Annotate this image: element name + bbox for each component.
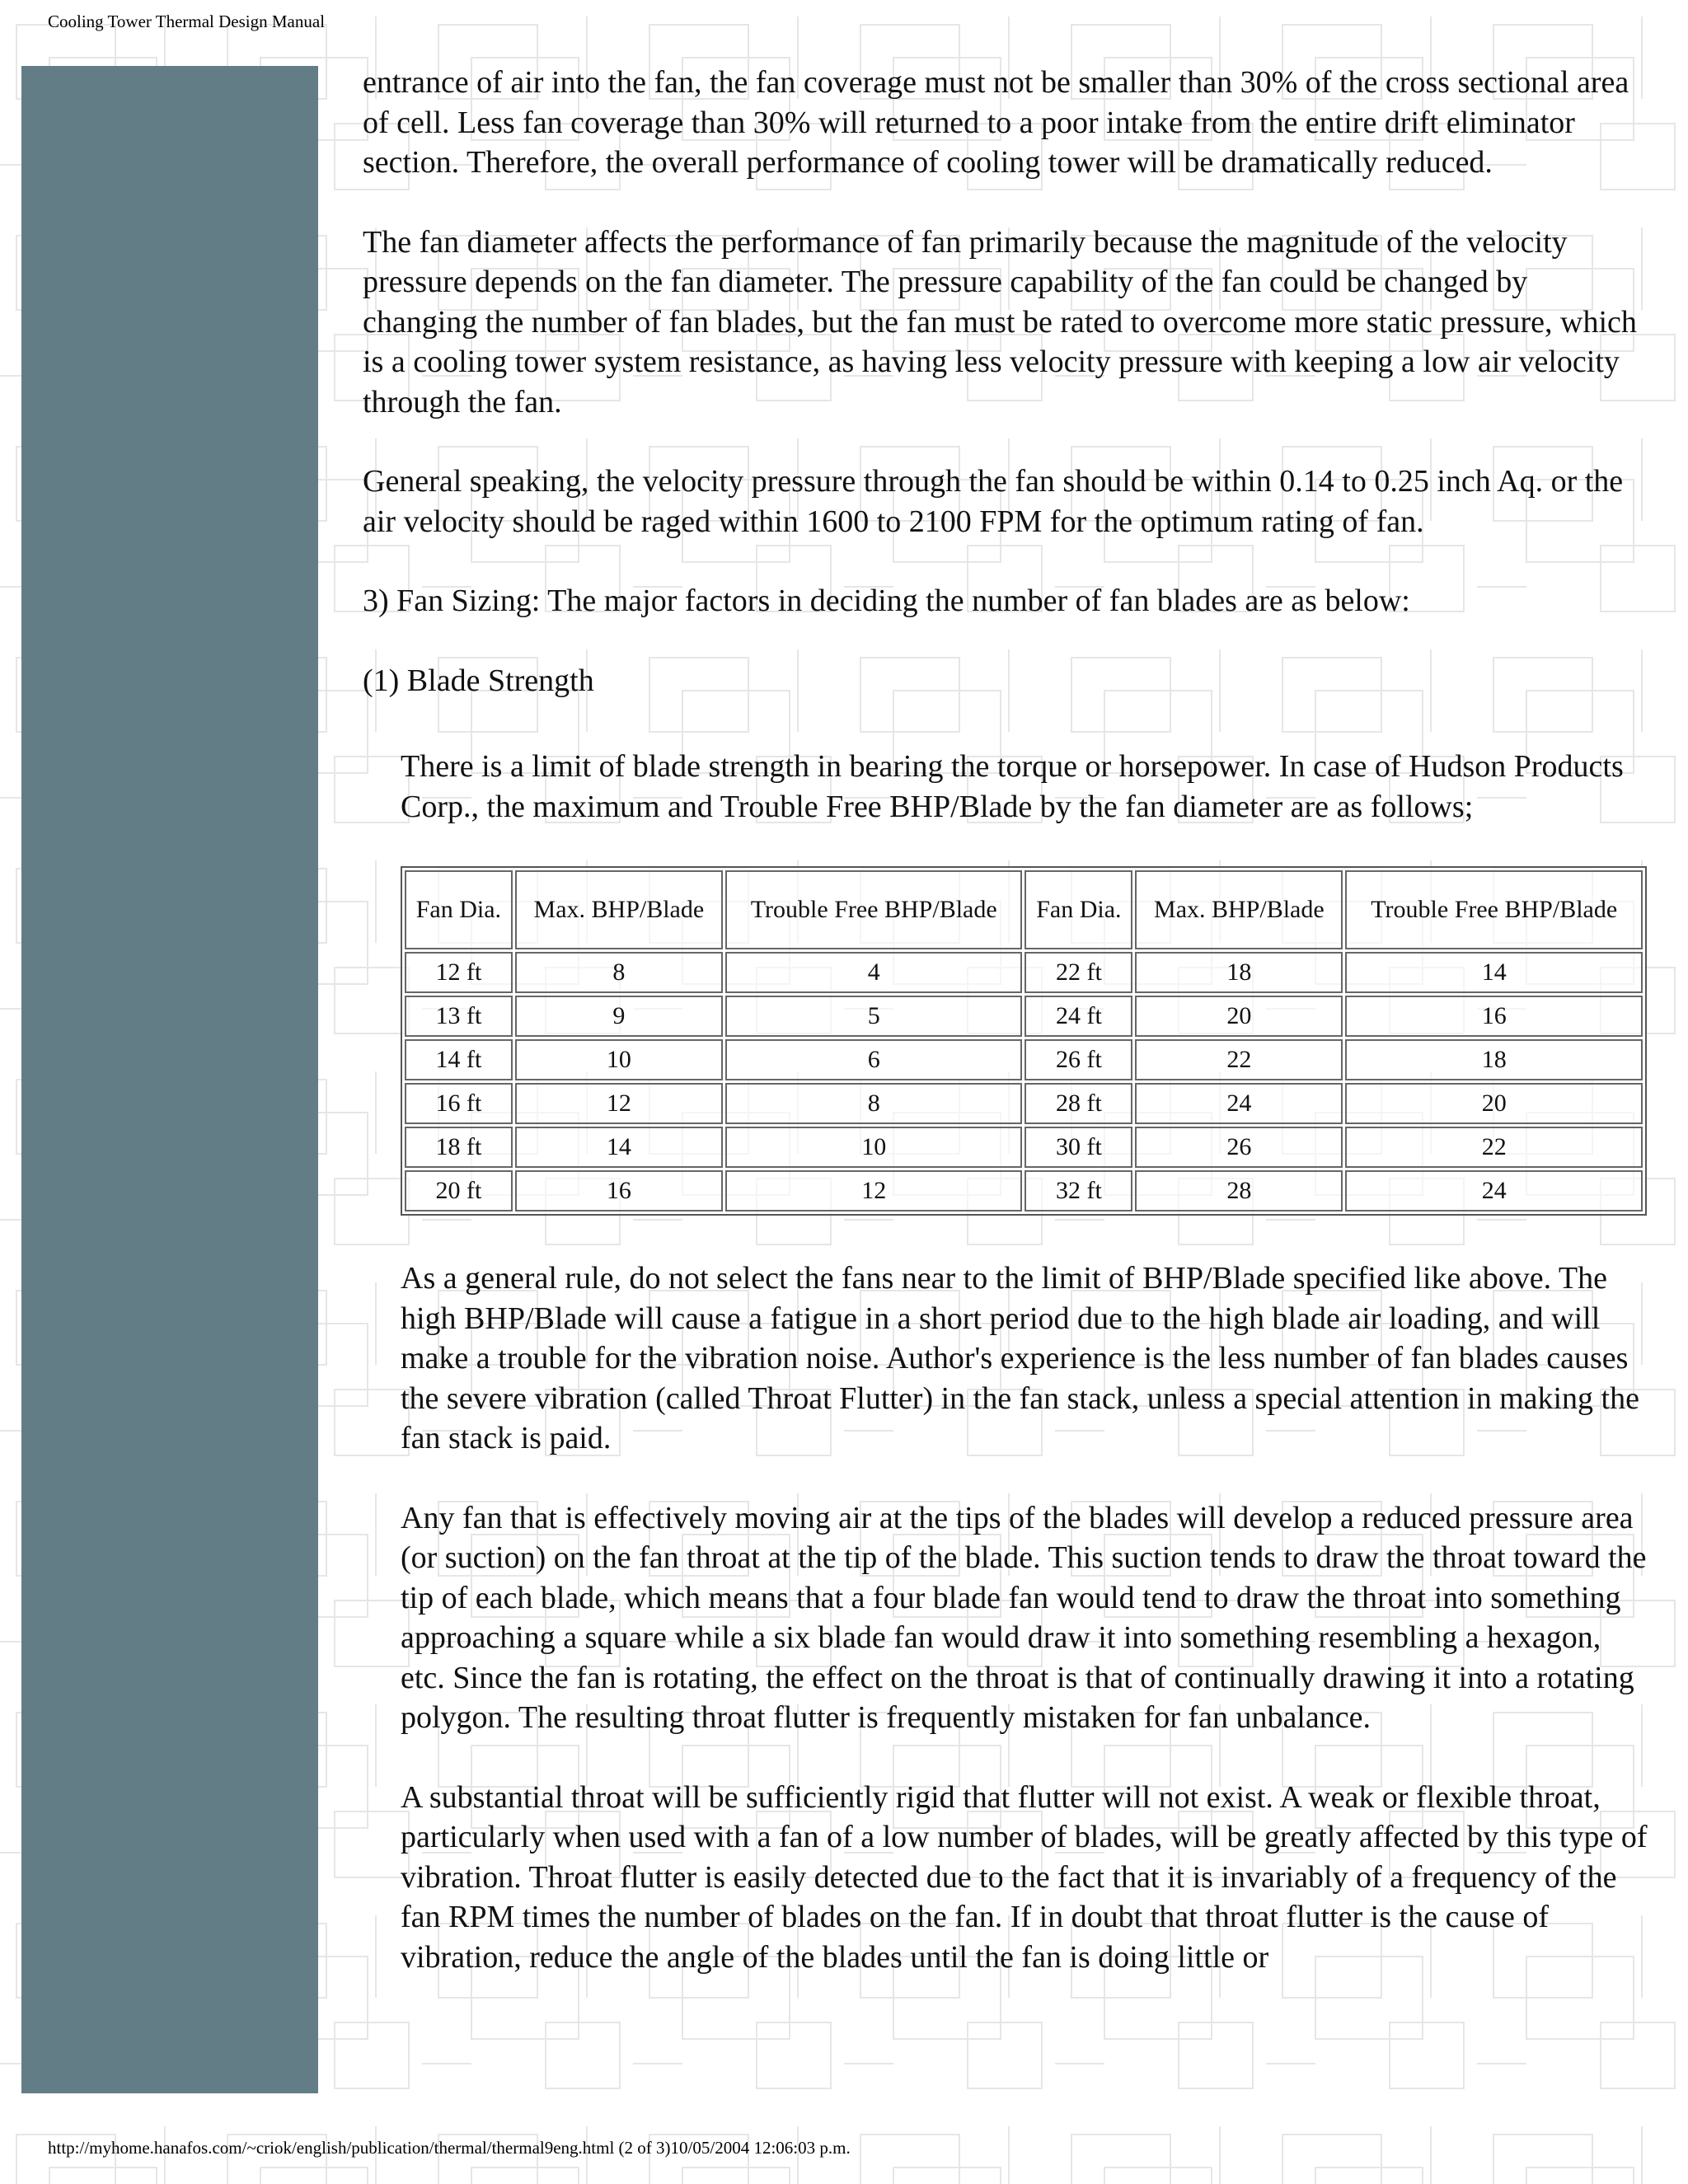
table-cell: 20: [1345, 1083, 1643, 1124]
table-cell: 20: [1135, 996, 1343, 1037]
table-cell: 8: [725, 1083, 1023, 1124]
table-row: [405, 1083, 1643, 1124]
table-cell: 6: [725, 1039, 1023, 1080]
paragraph-fan-diameter: The fan diameter affects the performance of fan primarily because the magnitude of the velocity pressure depends on the fan diameter. The pressure capability of the fan could be changed by changing the number of fan blades, but the fan must be rated to overcome more static pressure, which is a cooling tower system resistance, as having less velocity pressure with keeping a low air velocity through the fan.: [363, 224, 1637, 419]
table-row: [405, 952, 1643, 993]
table-cell: 22: [1345, 1127, 1643, 1168]
table-header: Fan Dia.: [405, 870, 513, 949]
table-cell: 22: [1135, 1039, 1343, 1080]
table-cell: 14: [1345, 952, 1643, 993]
table-row: [405, 1127, 1643, 1168]
table-cell: 28: [1135, 1170, 1343, 1212]
table-row: [405, 1170, 1643, 1212]
table-cell: 14 ft: [405, 1039, 513, 1080]
table-cell: 16: [1345, 996, 1643, 1037]
table-cell: 4: [725, 952, 1023, 993]
table-header: Trouble Free BHP/Blade: [1345, 870, 1643, 949]
heading-fan-sizing: 3) Fan Sizing: The major factors in deciding the number of fan blades are as below:: [363, 583, 1410, 618]
table-cell: 12: [725, 1170, 1023, 1212]
table-cell: 5: [725, 996, 1023, 1037]
table-cell: 28 ft: [1025, 1083, 1132, 1124]
paragraph-blade-limit: There is a limit of blade strength in bearing the torque or horsepower. In case of Hudson Products Corp., the maximum and Trouble Free BHP/Blade by the fan diameter are as follows;: [401, 749, 1624, 824]
table-cell: 26 ft: [1025, 1039, 1132, 1080]
paragraph-general-rule: As a general rule, do not select the fans near to the limit of BHP/Blade specified like above. The high BHP/Blade will cause a fatigue in a short period due to the high blade air loading, and will make a trouble for the vibration noise. Author's experience is the less number of fan blades causes the severe vibration (called Throat Flutter) in the fan stack, unless a special attention in making the fan stack is paid.: [401, 1261, 1639, 1455]
table-row: [405, 996, 1643, 1037]
table-cell: 18: [1345, 1039, 1643, 1080]
table-cell: 16 ft: [405, 1083, 513, 1124]
table-cell: 14: [515, 1127, 723, 1168]
table-cell: 30 ft: [1025, 1127, 1132, 1168]
table-cell: 16: [515, 1170, 723, 1212]
page-header-title: Cooling Tower Thermal Design Manual: [48, 12, 326, 31]
table-cell: 9: [515, 996, 723, 1037]
table-cell: 12 ft: [405, 952, 513, 993]
table-header: Max. BHP/Blade: [1135, 870, 1343, 949]
page-footer-url: http://myhome.hanafos.com/~criok/english/publication/thermal/thermal9eng.html (2 of 3)10/05/2004 12:06:03 p.m.: [48, 2138, 851, 2158]
table-cell: 24 ft: [1025, 996, 1132, 1037]
paragraph-throat-suction: Any fan that is effectively moving air at the tips of the blades will develop a reduced pressure area (or suction) on the fan throat at the tip of the blade. This suction tends to draw the throat toward the tip of each blade, which means that a four blade fan would tend to draw the throat into something approaching a square while a six blade fan would draw it into something resembling a hexagon, etc. Since the fan is rotating, the effect on the throat is that of continually drawing it into a rotating polygon. The resulting throat flutter is frequently mistaken for fan unbalance.: [401, 1500, 1647, 1735]
table-cell: 22 ft: [1025, 952, 1132, 993]
table-cell: 8: [515, 952, 723, 993]
paragraph-velocity-pressure: General speaking, the velocity pressure through the fan should be within 0.14 to 0.25 inch Aq. or the air velocity should be raged within 1600 to 2100 FPM for the optimum rating of fan.: [363, 464, 1624, 539]
table-cell: 13 ft: [405, 996, 513, 1037]
heading-blade-strength: (1) Blade Strength: [363, 663, 594, 698]
table-cell: 10: [515, 1039, 723, 1080]
table-cell: 26: [1135, 1127, 1343, 1168]
table-cell: 24: [1345, 1170, 1643, 1212]
table-cell: 10: [725, 1127, 1023, 1168]
paragraph-fan-coverage: entrance of air into the fan, the fan coverage must not be smaller than 30% of the cross sectional area of cell. Less fan coverage than 30% will returned to a poor intake from the entire drift eliminator section. Therefore, the overall performance of cooling tower will be dramatically reduced.: [363, 65, 1629, 180]
table-cell: 18: [1135, 952, 1343, 993]
paragraph-throat-flutter: A substantial throat will be sufficiently rigid that flutter will not exist. A weak or flexible throat, particularly when used with a fan of a low number of blades, will be greatly affected by this type of vibration. Throat flutter is easily detected due to the fact that it is invariably of a frequency of the fan RPM times the number of blades on the fan. If in doubt that throat flutter is the cause of vibration, reduce the angle of the blades until the fan is doing little or: [401, 1779, 1648, 1975]
table-cell: 12: [515, 1083, 723, 1124]
table-row: [405, 1039, 1643, 1080]
sidebar-panel: [21, 66, 318, 2093]
table-cell: 18 ft: [405, 1127, 513, 1168]
table-cell: 24: [1135, 1083, 1343, 1124]
table-cell: 20 ft: [405, 1170, 513, 1212]
table-header-row: [405, 870, 1643, 949]
table-cell: 32 ft: [1025, 1170, 1132, 1212]
fan-bhp-table: [401, 866, 1647, 1216]
main-content: [363, 63, 1648, 2017]
table-header: Max. BHP/Blade: [515, 870, 723, 949]
table-header: Trouble Free BHP/Blade: [725, 870, 1023, 949]
table-header: Fan Dia.: [1025, 870, 1132, 949]
